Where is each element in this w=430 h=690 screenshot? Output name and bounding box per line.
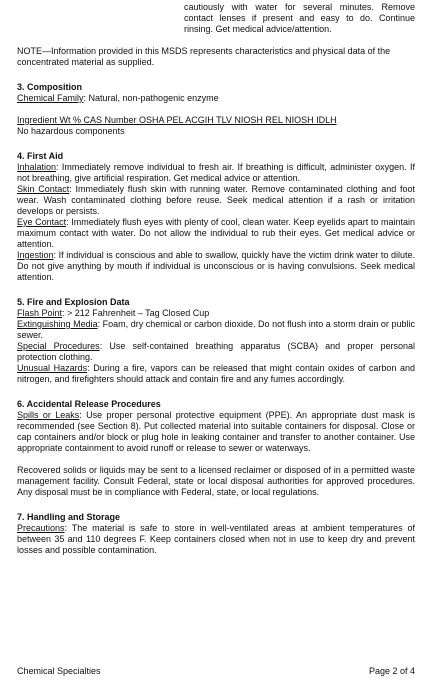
section-6-title: 6. Accidental Release Procedures	[17, 399, 161, 409]
eye-contact-text: : Immediately flush eyes with plenty of cool, clean water. Keep eyelids apart to maintain maximum contact with water. Do not allow the individual to rub their eyes. Get medical advice or attention.	[17, 217, 415, 249]
extinguishing-label: Extinguishing Media	[17, 319, 98, 329]
ingredient-value: No hazardous components	[17, 126, 125, 136]
flash-point-text: : > 212 Fahrenheit – Tag Closed Cup	[62, 308, 210, 318]
ingestion-paragraph	[17, 250, 415, 283]
eye-contact-paragraph	[17, 217, 415, 250]
section-5-title: 5. Fire and Explosion Data	[17, 297, 130, 307]
eye-contact-label: Eye Contact	[17, 217, 67, 227]
chemical-family-label: Chemical Family	[17, 93, 84, 103]
page-footer	[17, 666, 415, 677]
first-aid-continuation: cautiously with water for several minutes. Remove contact lenses if present and easy to do. Continue rinsing. Get medical advice/attention.	[184, 2, 415, 34]
skin-contact-paragraph	[17, 184, 415, 217]
special-procedures-text: : Use self-contained breathing apparatus (SCBA) and proper personal protection clothing.	[17, 341, 415, 362]
inhalation-label: Inhalation	[17, 162, 57, 172]
inhalation-text: : Immediately remove individual to fresh air. If breathing is difficult, administer oxygen. If not breathing, give artificial respiration. Get medical advice or attention.	[17, 162, 415, 183]
skin-contact-text: : Immediately flush skin with running water. Remove contaminated clothing and foot wear. Wash contaminated clothing before reuse. Seek medical attention if a rash or irritation develops or persists.	[17, 184, 415, 216]
flash-point-label: Flash Point	[17, 308, 63, 318]
skin-contact-label: Skin Contact	[17, 184, 70, 194]
precautions-label: Precautions	[17, 523, 65, 533]
chemical-family-value: : Natural, non-pathogenic enzyme	[83, 93, 219, 103]
precautions-text: : The material is safe to store in well-ventilated areas at ambient temperatures of between 35 and 110 degrees F. Keep containers closed when not in use to keep dry and prevent losses and possible contamination.	[17, 523, 415, 555]
section-3-title: 3. Composition	[17, 82, 82, 92]
spills-label: Spills or Leaks	[17, 410, 80, 420]
inhalation-paragraph	[17, 162, 415, 184]
msds-note: NOTE—Information provided in this MSDS represents characteristics and physical data of the concentrated material as supplied.	[17, 46, 391, 67]
extinguishing-paragraph	[17, 319, 415, 341]
recovered-paragraph: Recovered solids or liquids may be sent to a licensed reclaimer or disposed of in a permitted waste management facility. Consult Federal, state or local disposal authorities for approved procedures. Any disposal must be in compliance with Federal, state, or local regulations.	[17, 465, 415, 497]
unusual-hazards-paragraph	[17, 363, 415, 385]
extinguishing-text: : Foam, dry chemical or carbon dioxide. Do not flush into a storm drain or public sewer.	[17, 319, 415, 340]
ingestion-label: Ingestion	[17, 250, 54, 260]
chemical-family-line	[17, 93, 415, 104]
spills-text: : Use proper personal protective equipment (PPE). An appropriate dust mask is recommended (see Section 8). Put collected material into suitable containers for disposal. Close or cap containers and/or block or plug hole in leaking container and transfer to another container. Use appropriate containment to avoid runoff or release to sewer or waterways.	[17, 410, 415, 453]
special-procedures-label: Special Procedures	[17, 341, 100, 351]
ingestion-text: : If individual is conscious and able to swallow, quickly have the victim drink water to dilute. Do not give anything by mouth if individual is unconscious or is having convulsions. Seek medical attention.	[17, 250, 415, 282]
document-page	[17, 0, 415, 556]
special-procedures-paragraph	[17, 341, 415, 363]
footer-page-number: Page 2 of 4	[368, 666, 415, 676]
section-4-title: 4. First Aid	[17, 151, 64, 161]
footer-company: Chemical Specialties	[17, 666, 101, 676]
unusual-hazards-label: Unusual Hazards	[17, 363, 88, 373]
section-7-title: 7. Handling and Storage	[17, 512, 121, 522]
spills-paragraph	[17, 410, 415, 454]
precautions-paragraph	[17, 523, 415, 556]
flash-point-line	[17, 308, 415, 319]
unusual-hazards-text: : During a fire, vapors can be released that might contain oxides of carbon and nitrogen, and firefighters should attack and contain fire and any fumes accordingly.	[17, 363, 415, 384]
ingredient-table-header: Ingredient Wt % CAS Number OSHA PEL ACGIH TLV NIOSH REL NIOSH IDLH	[17, 115, 337, 125]
